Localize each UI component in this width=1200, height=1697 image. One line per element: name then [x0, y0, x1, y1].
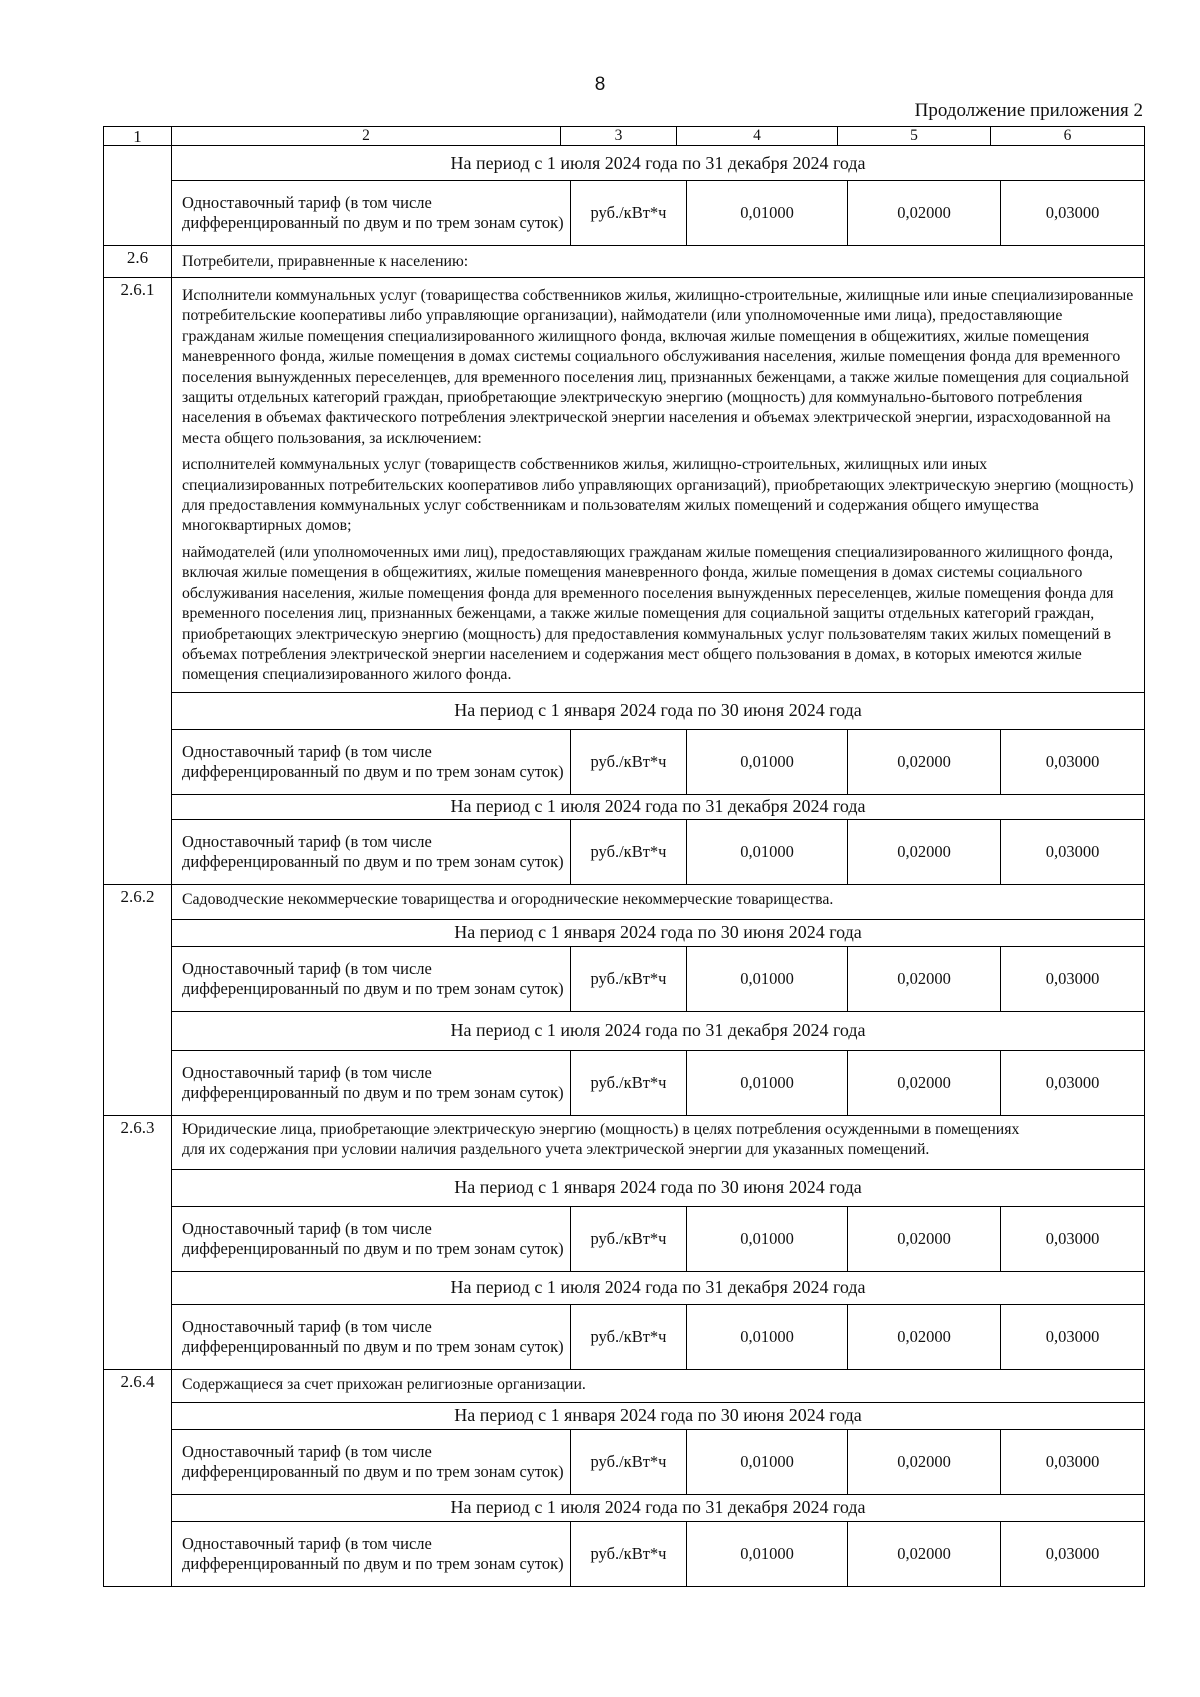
table-row [104, 278, 1144, 885]
row-number: 2.6.4 [104, 1370, 172, 1586]
row-number: 2.6.3 [104, 1116, 172, 1369]
tariff-value-col4: 0,01000 [687, 1051, 848, 1115]
tariff-value-col4: 0,01000 [687, 820, 848, 884]
period-row [172, 795, 1144, 820]
row-number [104, 146, 172, 245]
section-description: Содержащиеся за счет прихожан религиозные организации. [182, 1376, 586, 1394]
table-row [104, 885, 1144, 1116]
tariff-value-col6: 0,03000 [1045, 968, 1100, 988]
tariff-value-col5: 0,02000 [848, 1522, 1001, 1586]
section-description: Потребители, приравненные к населению: [182, 253, 469, 270]
header-col-4: 4 [677, 127, 838, 145]
tariff-row [172, 730, 1144, 795]
tariff-value-col6: 0,03000 [1045, 1543, 1100, 1563]
period-row [172, 1272, 1144, 1305]
tariff-name: Одноставочный тариф (в том числе дифференцированный по двум и по трем зонам суток) [172, 1522, 571, 1586]
row-number: 2.6.2 [104, 885, 172, 1115]
tariff-value-col5: 0,02000 [848, 1430, 1001, 1494]
row-number: 2.6 [104, 246, 172, 277]
tariff-unit: руб./кВт*ч [571, 730, 687, 794]
tariff-row [172, 181, 1144, 245]
period-heading: На период с 1 июля 2024 года по 31 декабря 2024 года [450, 152, 866, 173]
section-description: Садоводческие некоммерческие товарищества и огороднические некоммерческие товарищества. [182, 890, 834, 908]
row-number: 2.6.1 [104, 278, 172, 884]
section-description-block [172, 278, 1144, 693]
tariff-value-col6: 0,03000 [1045, 751, 1100, 771]
tariff-unit: руб./кВт*ч [571, 1051, 687, 1115]
table-header-row [104, 127, 1144, 146]
period-heading: На период с 1 января 2024 года по 30 июня 2024 года [454, 1177, 862, 1198]
tariff-row [172, 1207, 1144, 1272]
section-paragraph: наймодателей (или уполномоченных ими лиц), предоставляющих гражданам жилые помещения специализированного жилищного фонда, включая жилые помещения в общежитиях, жилые помещения маневренного фонда, жилые помещения в домах системы социального обслуживания населения, жилые помещения фонда для временного поселения вынужденных переселенцев, жилые помещения фонда для временного поселения лиц, признанных беженцами, а также жилые помещения для социальной защиты отдельных категорий граждан, приобретающих электрическую энергию (мощность) для предоставления коммунальных услуг пользователям таких жилых помещений в объемах потребления электрической энергии населением и содержания мест общего пользования в домах, в которых имеются жилые помещения специализированного жилого фонда. [182, 543, 1114, 684]
tariff-value-col6: 0,03000 [1045, 1326, 1100, 1346]
tariff-value-col6: 0,03000 [1045, 1228, 1100, 1248]
header-col-3: 3 [561, 127, 677, 145]
period-heading: На период с 1 января 2024 года по 30 июня 2024 года [454, 700, 862, 721]
period-row [172, 1403, 1144, 1430]
tariff-value-col4: 0,01000 [687, 730, 848, 794]
period-heading: На период с 1 июля 2024 года по 31 декабря 2024 года [450, 1020, 866, 1041]
tariff-name: Одноставочный тариф (в том числе дифференцированный по двум и по трем зонам суток) [172, 947, 571, 1011]
section-description: Юридические лица, приобретающие электрическую энергию (мощность) в целях потребления осужденными в помещениях для их содержания при условии наличия раздельного учета электрической энергии для указанных помещений. [182, 1120, 1020, 1159]
tariff-value-col5: 0,02000 [848, 947, 1001, 1011]
tariff-unit: руб./кВт*ч [571, 1305, 687, 1369]
tariff-unit: руб./кВт*ч [571, 1207, 687, 1271]
header-col-6: 6 [1063, 127, 1072, 144]
tariff-value-col4: 0,01000 [687, 181, 848, 245]
section-description-block [172, 1116, 1144, 1170]
table-row [104, 246, 1144, 278]
period-heading: На период с 1 июля 2024 года по 31 декабря 2024 года [450, 1497, 866, 1518]
tariff-unit: руб./кВт*ч [571, 947, 687, 1011]
period-row [172, 920, 1144, 947]
tariff-value-col5: 0,02000 [848, 730, 1001, 794]
tariff-value-col4: 0,01000 [687, 1207, 848, 1271]
period-heading: На период с 1 июля 2024 года по 31 декабря 2024 года [450, 1277, 866, 1298]
tariff-value-col5: 0,02000 [848, 181, 1001, 245]
header-col-1: 1 [104, 127, 172, 145]
tariff-value-col6: 0,03000 [1045, 1072, 1100, 1092]
table-row [104, 1116, 1144, 1370]
tariff-value-col5: 0,02000 [848, 820, 1001, 884]
tariff-unit: руб./кВт*ч [571, 1522, 687, 1586]
tariff-row [172, 1305, 1144, 1369]
header-col-5: 5 [838, 127, 991, 145]
tariff-row [172, 947, 1144, 1012]
tariff-name: Одноставочный тариф (в том числе дифференцированный по двум и по трем зонам суток) [172, 1430, 571, 1494]
tariff-unit: руб./кВт*ч [571, 1430, 687, 1494]
section-paragraph: исполнителей коммунальных услуг (товариществ собственников жилья, жилищно-строительных, жилищных или иных специализированных потребительских кооперативов либо управляющих организаций), приобретающих электрическую энергию (мощность) для предоставления коммунальных услуг собственникам и пользователям жилых помещений и содержания общего имущества многоквартирных домов; [182, 456, 1134, 535]
tariff-value-col6: 0,03000 [1045, 841, 1100, 861]
period-heading: На период с 1 июля 2024 года по 31 декабря 2024 года [450, 796, 866, 817]
tariff-row [172, 1430, 1144, 1495]
tariff-name: Одноставочный тариф (в том числе дифференцированный по двум и по трем зонам суток) [172, 820, 571, 884]
appendix-continuation-label: Продолжение приложения 2 [914, 100, 1143, 121]
tariff-value-col5: 0,02000 [848, 1305, 1001, 1369]
tariff-name: Одноставочный тариф (в том числе дифференцированный по двум и по трем зонам суток) [172, 181, 571, 245]
table-row [104, 1370, 1144, 1586]
period-row [172, 693, 1144, 730]
tariff-unit: руб./кВт*ч [571, 181, 687, 245]
period-heading: На период с 1 января 2024 года по 30 июня 2024 года [454, 922, 862, 943]
period-row [172, 146, 1144, 181]
period-row [172, 1170, 1144, 1207]
tariff-table [103, 126, 1145, 1587]
header-col-2: 2 [172, 127, 561, 145]
tariff-value-col5: 0,02000 [848, 1051, 1001, 1115]
tariff-row [172, 820, 1144, 884]
tariff-value-col6: 0,03000 [1045, 203, 1100, 222]
tariff-row [172, 1051, 1144, 1115]
tariff-value-col4: 0,01000 [687, 1430, 848, 1494]
tariff-value-col6: 0,03000 [1045, 1451, 1100, 1471]
tariff-value-col4: 0,01000 [687, 1522, 848, 1586]
tariff-name: Одноставочный тариф (в том числе дифференцированный по двум и по трем зонам суток) [172, 1305, 571, 1369]
tariff-name: Одноставочный тариф (в том числе дифференцированный по двум и по трем зонам суток) [172, 730, 571, 794]
period-row [172, 1012, 1144, 1051]
section-paragraph: Исполнители коммунальных услуг (товарищества собственников жилья, жилищно-строительные, жилищные или иные специализированные потребительские кооперативы либо управляющие организации), наймодатели (или уполномоченные ими лица), предоставляющие гражданам жилые помещения специализированного жилищного фонда, включая жилые помещения в общежитиях, жилые помещения маневренного фонда, жилые помещения в домах системы социального обслуживания населения, жилые помещения фонда для временного поселения вынужденных переселенцев, для временного поселения лиц, признанных беженцами, а также жилые помещения для социальной защиты отдельных категорий граждан, приобретающие электрическую энергию (мощность) для коммунально-бытового потребления населения в объемах фактического потребления электрической энергии населения и объемах электрической энергии, израсходованной на места общего пользования, за исключением: [182, 287, 1134, 447]
tariff-name: Одноставочный тариф (в том числе дифференцированный по двум и по трем зонам суток) [172, 1207, 571, 1271]
section-description-block [172, 1370, 1144, 1403]
tariff-row [172, 1522, 1144, 1586]
tariff-unit: руб./кВт*ч [571, 820, 687, 884]
period-row [172, 1495, 1144, 1522]
page-number: 8 [594, 74, 606, 95]
table-row [104, 146, 1144, 246]
section-description-block [172, 885, 1144, 920]
tariff-name: Одноставочный тариф (в том числе дифференцированный по двум и по трем зонам суток) [172, 1051, 571, 1115]
tariff-value-col5: 0,02000 [848, 1207, 1001, 1271]
tariff-value-col4: 0,01000 [687, 947, 848, 1011]
period-heading: На период с 1 января 2024 года по 30 июня 2024 года [454, 1405, 862, 1426]
tariff-value-col4: 0,01000 [687, 1305, 848, 1369]
